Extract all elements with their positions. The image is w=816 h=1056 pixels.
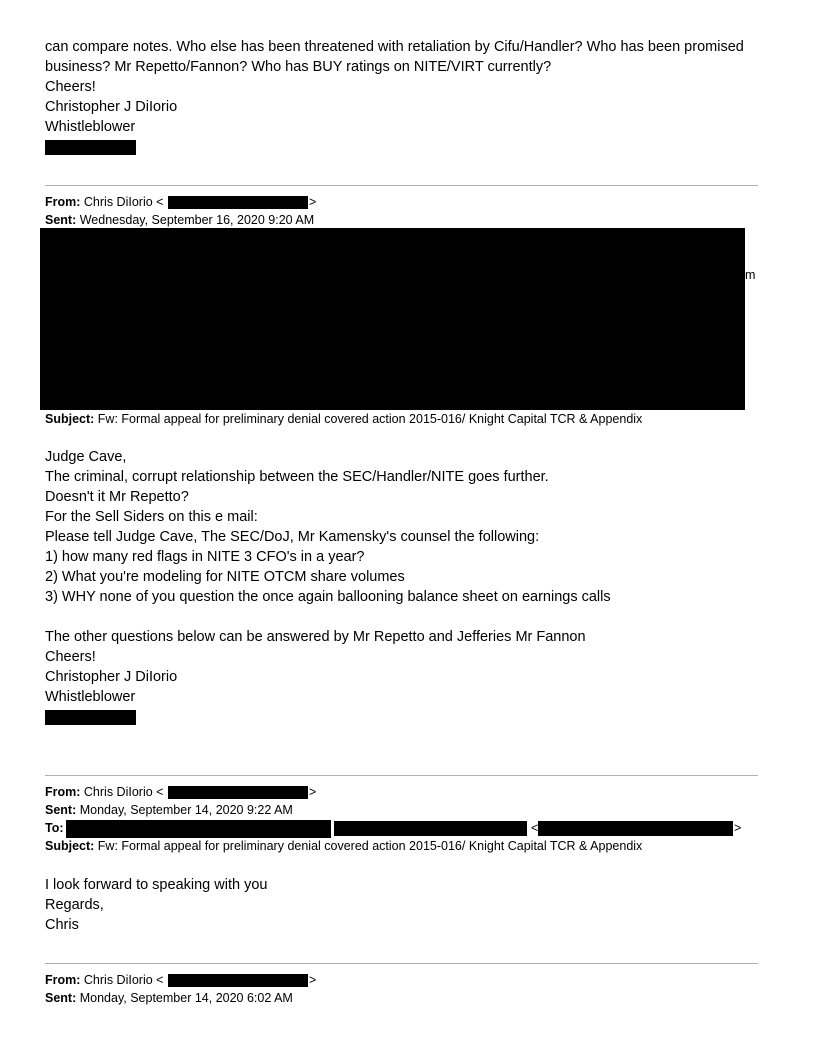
divider	[45, 185, 758, 186]
body-line: Judge Cave,	[45, 449, 127, 465]
body-line: The other questions below can be answered by Mr Repetto and Jefferies Mr Fannon	[45, 629, 586, 645]
sent-value: Monday, September 14, 2020 6:02 AM	[79, 991, 293, 1005]
redaction-block	[45, 710, 136, 725]
body-line: 3) WHY none of you question the once again ballooning balance sheet on earnings calls	[45, 589, 611, 605]
email-subject	[45, 838, 642, 855]
to-open: <	[531, 821, 539, 835]
email-sent	[45, 802, 293, 819]
body-line: I look forward to speaking with you	[45, 877, 268, 893]
from-value: Chris DiIorio <	[83, 973, 164, 987]
to-close: >	[734, 821, 742, 835]
redaction-block	[168, 786, 308, 799]
from-value: Chris DiIorio <	[83, 195, 164, 209]
to-label: To:	[45, 821, 64, 835]
email-to	[45, 820, 64, 837]
redaction-block	[168, 974, 308, 987]
redaction-block	[334, 821, 527, 836]
closing-cheers: Cheers!	[45, 649, 96, 665]
body-line: can compare notes. Who else has been threatened with retaliation by Cifu/Handler? Who has been promised	[45, 39, 744, 55]
stray-char: m	[745, 268, 756, 282]
signature-name: Chris	[45, 917, 79, 933]
body-line: 2) What you're modeling for NITE OTCM share volumes	[45, 569, 405, 585]
signature-title: Whistleblower	[45, 119, 136, 135]
sent-value: Wednesday, September 16, 2020 9:20 AM	[79, 213, 315, 227]
sent-label: Sent:	[45, 991, 77, 1005]
subject-value: Fw: Formal appeal for preliminary denial covered action 2015-016/ Knight Capital TCR & Appendix	[97, 839, 643, 853]
subject-value: Fw: Formal appeal for preliminary denial covered action 2015-016/ Knight Capital TCR & Appendix	[97, 412, 643, 426]
from-close: >	[309, 973, 317, 987]
sent-label: Sent:	[45, 213, 77, 227]
email-subject	[45, 411, 642, 428]
redaction-block-large	[40, 228, 745, 410]
from-close: >	[309, 195, 317, 209]
subject-label: Subject:	[45, 839, 95, 853]
redaction-block	[538, 821, 733, 836]
from-close: >	[309, 785, 317, 799]
body-line: 1) how many red flags in NITE 3 CFO's in a year?	[45, 549, 365, 565]
body-line: business? Mr Repetto/Fannon? Who has BUY ratings on NITE/VIRT currently?	[45, 59, 552, 75]
signature-name: Christopher J DiIorio	[45, 99, 178, 115]
divider	[45, 963, 758, 964]
email-from	[45, 784, 163, 801]
closing-regards: Regards,	[45, 897, 104, 913]
redaction-block	[45, 140, 136, 155]
redaction-block	[168, 196, 308, 209]
sent-label: Sent:	[45, 803, 77, 817]
redaction-block	[66, 820, 331, 838]
email-sent	[45, 212, 314, 229]
body-line: Please tell Judge Cave, The SEC/DoJ, Mr Kamensky's counsel the following:	[45, 529, 540, 545]
body-line: Doesn't it Mr Repetto?	[45, 489, 189, 505]
from-value: Chris DiIorio <	[83, 785, 164, 799]
divider	[45, 775, 758, 776]
signature-name: Christopher J DiIorio	[45, 669, 178, 685]
email-sent	[45, 990, 293, 1007]
from-label: From:	[45, 195, 81, 209]
from-label: From:	[45, 785, 81, 799]
body-line: The criminal, corrupt relationship between the SEC/Handler/NITE goes further.	[45, 469, 549, 485]
body-line: For the Sell Siders on this e mail:	[45, 509, 258, 525]
email-from	[45, 194, 163, 211]
email-from	[45, 972, 163, 989]
from-label: From:	[45, 973, 81, 987]
signature-title: Whistleblower	[45, 689, 136, 705]
subject-label: Subject:	[45, 412, 95, 426]
closing-cheers: Cheers!	[45, 79, 96, 95]
sent-value: Monday, September 14, 2020 9:22 AM	[79, 803, 293, 817]
